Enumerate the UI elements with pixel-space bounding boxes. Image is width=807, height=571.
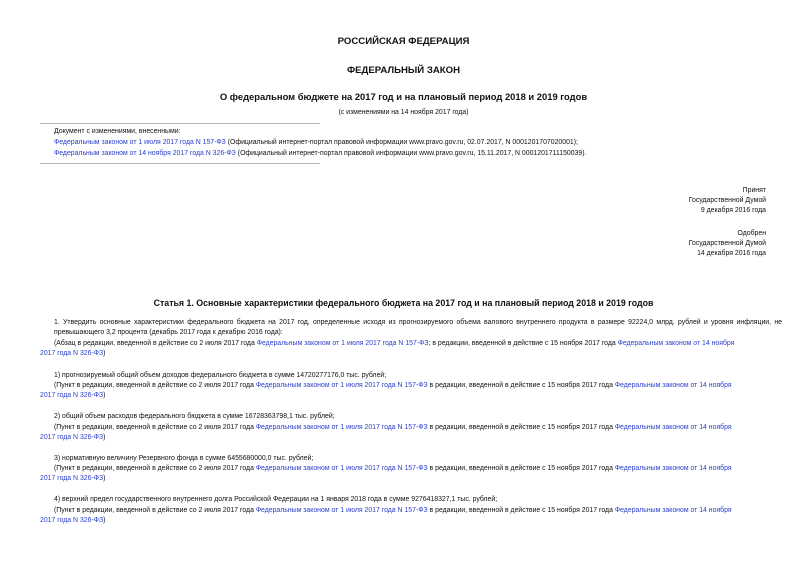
link-law-157[interactable]: Федеральным законом от 1 июля 2017 года N 157-ФЗ: [255, 465, 428, 472]
accepted-block: [689, 186, 766, 216]
approved-body: Государственной Думой: [688, 240, 766, 247]
approved-date: 14 декабря 2016 года: [697, 250, 766, 257]
country-heading: РОССИЙСКАЯ ФЕДЕРАЦИЯ: [337, 36, 470, 47]
link-law-157[interactable]: Федеральным законом от 1 июля 2017 года N 157-ФЗ: [256, 340, 429, 347]
link-law-157[interactable]: Федеральным законом от 1 июля 2017 года N 157-ФЗ: [255, 382, 428, 389]
link-law-326[interactable]: Федеральным законом от 14 ноября: [614, 424, 732, 431]
link-law-326[interactable]: Федеральным законом от 14 ноября: [617, 340, 735, 347]
change-item-text: (Официальный интернет-портал правовой информации www.pravo.gov.ru, 02.07.2017, N 0001201707020001);: [225, 139, 578, 146]
divider-bottom: [40, 163, 320, 164]
link-law-326[interactable]: 2017 года N 326-ФЗ: [40, 517, 104, 525]
amendment-note: (Пункт в редакции, введенной в действие со 2 июля 2017 года Федеральным законом от 1 июля 2017 года N 157-ФЗ в редакции, введенной в действие с 15 ноября 2017 года Федеральным законом от 14 ноября 2017 года N 326-ФЗ): [40, 382, 732, 400]
document-type-heading: ФЕДЕРАЛЬНЫЙ ЗАКОН: [346, 65, 461, 76]
link-law-157[interactable]: Федеральным законом от 1 июля 2017 года N 157-ФЗ: [255, 424, 428, 431]
change-link-326[interactable]: Федеральным законом от 14 ноября 2017 года N 326-ФЗ: [54, 150, 236, 157]
document-title: О федеральном бюджете на 2017 год и на плановый период 2018 и 2019 годов: [219, 91, 588, 102]
link-law-326[interactable]: Федеральным законом от 14 ноября: [614, 382, 732, 389]
link-law-326[interactable]: 2017 года N 326-ФЗ: [40, 392, 104, 400]
list-item-4: 4) верхний предел государственного внутреннего долга Российской Федерации на 1 января 2018 года в сумме 9276418327,1 тыс. рублей;: [54, 496, 498, 503]
amendment-note: (Пункт в редакции, введенной в действие со 2 июля 2017 года Федеральным законом от 1 июля 2017 года N 157-ФЗ в редакции, введенной в действие с 15 ноября 2017 года Федеральным законом от 14 ноября 2017 года N 326-ФЗ): [40, 424, 732, 442]
link-law-326[interactable]: 2017 года N 326-ФЗ: [40, 350, 104, 358]
link-law-326[interactable]: 2017 года N 326-ФЗ: [40, 434, 104, 442]
amendment-note: (Абзац в редакции, введенной в действие со 2 июля 2017 года Федеральным законом от 1 июля 2017 года N 157-ФЗ; в редакции, введенной в действие с 15 ноября 2017 года Федеральным законом от 14 ноября 2017 года N 326-ФЗ): [40, 340, 735, 358]
amendment-note: (Пункт в редакции, введенной в действие со 2 июля 2017 года Федеральным законом от 1 июля 2017 года N 157-ФЗ в редакции, введенной в действие с 15 ноября 2017 года Федеральным законом от 14 ноября 2017 года N 326-ФЗ): [40, 465, 732, 483]
approved-block: [689, 229, 766, 259]
link-law-157[interactable]: Федеральным законом от 1 июля 2017 года N 157-ФЗ: [255, 507, 428, 514]
accepted-body: Государственной Думой: [688, 197, 766, 204]
revision-note: (с изменениями на 14 ноября 2017 года): [338, 109, 469, 116]
change-link-157[interactable]: Федеральным законом от 1 июля 2017 года N 157-ФЗ: [54, 139, 226, 146]
paragraph-1: 1. Утвердить основные характеристики федерального бюджета на 2017 год, определенные исходя из прогнозируемого объема валового внутреннего продукта в размере 92224,0 млрд. рублей и уровня инфляции, не превышающего 3,2 процента (декабрь 2017 года к декабрю 2016 года):: [54, 319, 782, 337]
change-item-text: (Официальный интернет-портал правовой информации www.pravo.gov.ru, 15.11.2017, N 0001201711150039).: [235, 150, 587, 157]
divider-top: [40, 123, 320, 124]
changes-intro: Документ с изменениями, внесенными:: [54, 128, 181, 135]
approved-label: Одобрен: [737, 230, 766, 237]
list-item-1: 1) прогнозируемый общий объем доходов федерального бюджета в сумме 14720277176,0 тыс. рублей;: [54, 372, 387, 379]
list-item-3: 3) нормативную величину Резервного фонда в сумме 6455680000,0 тыс. рублей;: [54, 455, 314, 462]
list-item-2: 2) общий объем расходов федерального бюджета в сумме 16728363798,1 тыс. рублей;: [54, 413, 335, 420]
change-item: [54, 139, 578, 146]
accepted-label: Принят: [742, 187, 766, 194]
link-law-326[interactable]: Федеральным законом от 14 ноября: [614, 465, 732, 472]
amendment-note: (Пункт в редакции, введенной в действие со 2 июля 2017 года Федеральным законом от 1 июля 2017 года N 157-ФЗ в редакции, введенной в действие с 15 ноября 2017 года Федеральным законом от 14 ноября 2017 года N 326-ФЗ): [40, 507, 732, 525]
link-law-326[interactable]: Федеральным законом от 14 ноября: [614, 507, 732, 514]
accepted-date: 9 декабря 2016 года: [700, 207, 766, 214]
link-law-326[interactable]: 2017 года N 326-ФЗ: [40, 475, 104, 483]
article-title: Статья 1. Основные характеристики федерального бюджета на 2017 год и на плановый период 2018 и 2019 годов: [153, 298, 654, 308]
change-item: [54, 150, 586, 157]
